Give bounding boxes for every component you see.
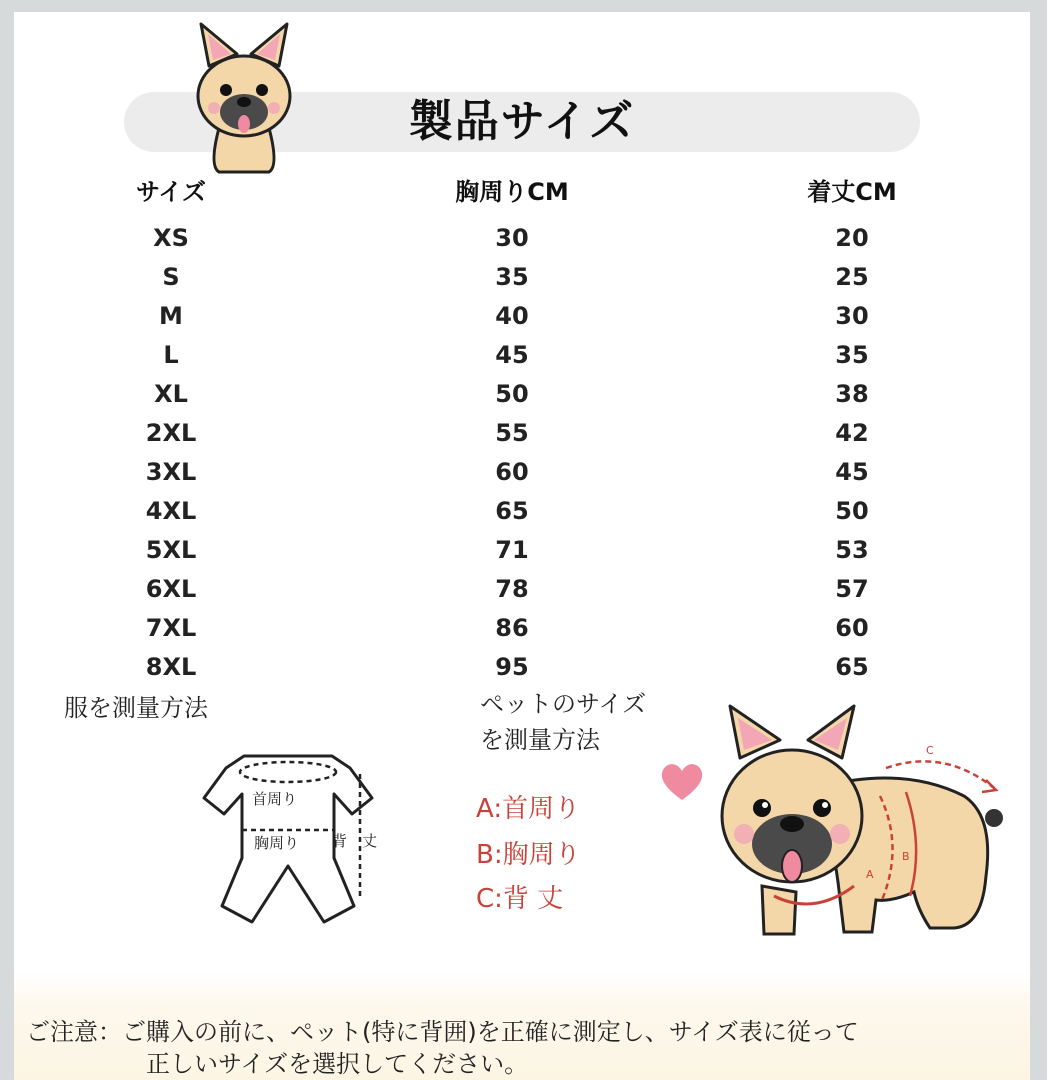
chest-cell: 78 — [495, 575, 529, 603]
size-cell: 6XL — [145, 575, 197, 603]
chest-cell: 45 — [495, 341, 529, 369]
chest-cell: 30 — [495, 224, 529, 252]
dog-mascot-large-icon — [704, 696, 1004, 946]
size-cell: M — [159, 302, 183, 330]
chest-cell: 55 — [495, 419, 529, 447]
clothing-neck-label: 首周り — [252, 790, 298, 808]
table-row — [14, 380, 1030, 419]
table-row — [14, 419, 1030, 458]
size-cell: S — [162, 263, 180, 291]
chest-cell: 71 — [495, 536, 529, 564]
size-cell: L — [163, 341, 179, 369]
clothing-measure-heading: 服を測量方法 — [64, 694, 208, 722]
length-cell: 57 — [835, 575, 869, 603]
length-cell: 65 — [835, 653, 869, 681]
chest-cell: 35 — [495, 263, 529, 291]
clothing-back-label: 背 丈 — [332, 832, 378, 850]
dog-mascot-small-icon — [179, 16, 309, 176]
size-cell: XL — [154, 380, 188, 408]
length-cell: 50 — [835, 497, 869, 525]
length-cell: 25 — [835, 263, 869, 291]
chest-cell: 86 — [495, 614, 529, 642]
table-row — [14, 224, 1030, 263]
size-chart-card — [14, 12, 1030, 1080]
table-row — [14, 263, 1030, 302]
table-row — [14, 458, 1030, 497]
chest-cell: 40 — [495, 302, 529, 330]
length-cell: 30 — [835, 302, 869, 330]
page-title: 製品サイズ — [408, 96, 636, 147]
size-cell: 5XL — [145, 536, 197, 564]
clothing-chest-label: 胸周り — [254, 834, 300, 852]
length-cell: 42 — [835, 419, 869, 447]
size-cell: 7XL — [145, 614, 197, 642]
length-cell: 53 — [835, 536, 869, 564]
size-cell: 4XL — [145, 497, 197, 525]
chest-cell: 60 — [495, 458, 529, 486]
chest-cell: 65 — [495, 497, 529, 525]
size-cell: 2XL — [145, 419, 197, 447]
pet-measure-heading-line1: ペットのサイズ — [480, 690, 647, 718]
column-header-size: サイズ — [135, 178, 207, 206]
length-cell: 38 — [835, 380, 869, 408]
length-cell: 35 — [835, 341, 869, 369]
table-row — [14, 536, 1030, 575]
column-header-length: 着丈CM — [807, 178, 897, 206]
diagram-letter-a: A — [866, 868, 874, 881]
purchase-note-line1: ご注意：ご購入の前に、ペット(特に背囲)を正確に測定し、サイズ表に従って — [26, 1018, 859, 1046]
table-row — [14, 497, 1030, 536]
chest-cell: 50 — [495, 380, 529, 408]
size-cell: 8XL — [145, 653, 197, 681]
length-cell: 20 — [835, 224, 869, 252]
diagram-letter-b: B — [902, 850, 910, 863]
table-row — [14, 302, 1030, 341]
length-cell: 60 — [835, 614, 869, 642]
table-row — [14, 614, 1030, 653]
pet-measure-heading-line2: を測量方法 — [480, 726, 600, 754]
purchase-note-line2: 正しいサイズを選択してください。 — [146, 1050, 529, 1078]
column-header-chest: 胸周りCM — [455, 178, 569, 206]
legend-back: C:背 丈 — [476, 884, 564, 914]
size-cell: XS — [153, 224, 189, 252]
size-cell: 3XL — [145, 458, 197, 486]
table-row — [14, 575, 1030, 614]
legend-chest: B:胸周り — [476, 840, 581, 870]
legend-neck: A:首周り — [476, 794, 581, 824]
length-cell: 45 — [835, 458, 869, 486]
diagram-letter-c: C — [926, 744, 934, 757]
table-row — [14, 341, 1030, 380]
chest-cell: 95 — [495, 653, 529, 681]
heart-icon — [659, 760, 705, 802]
